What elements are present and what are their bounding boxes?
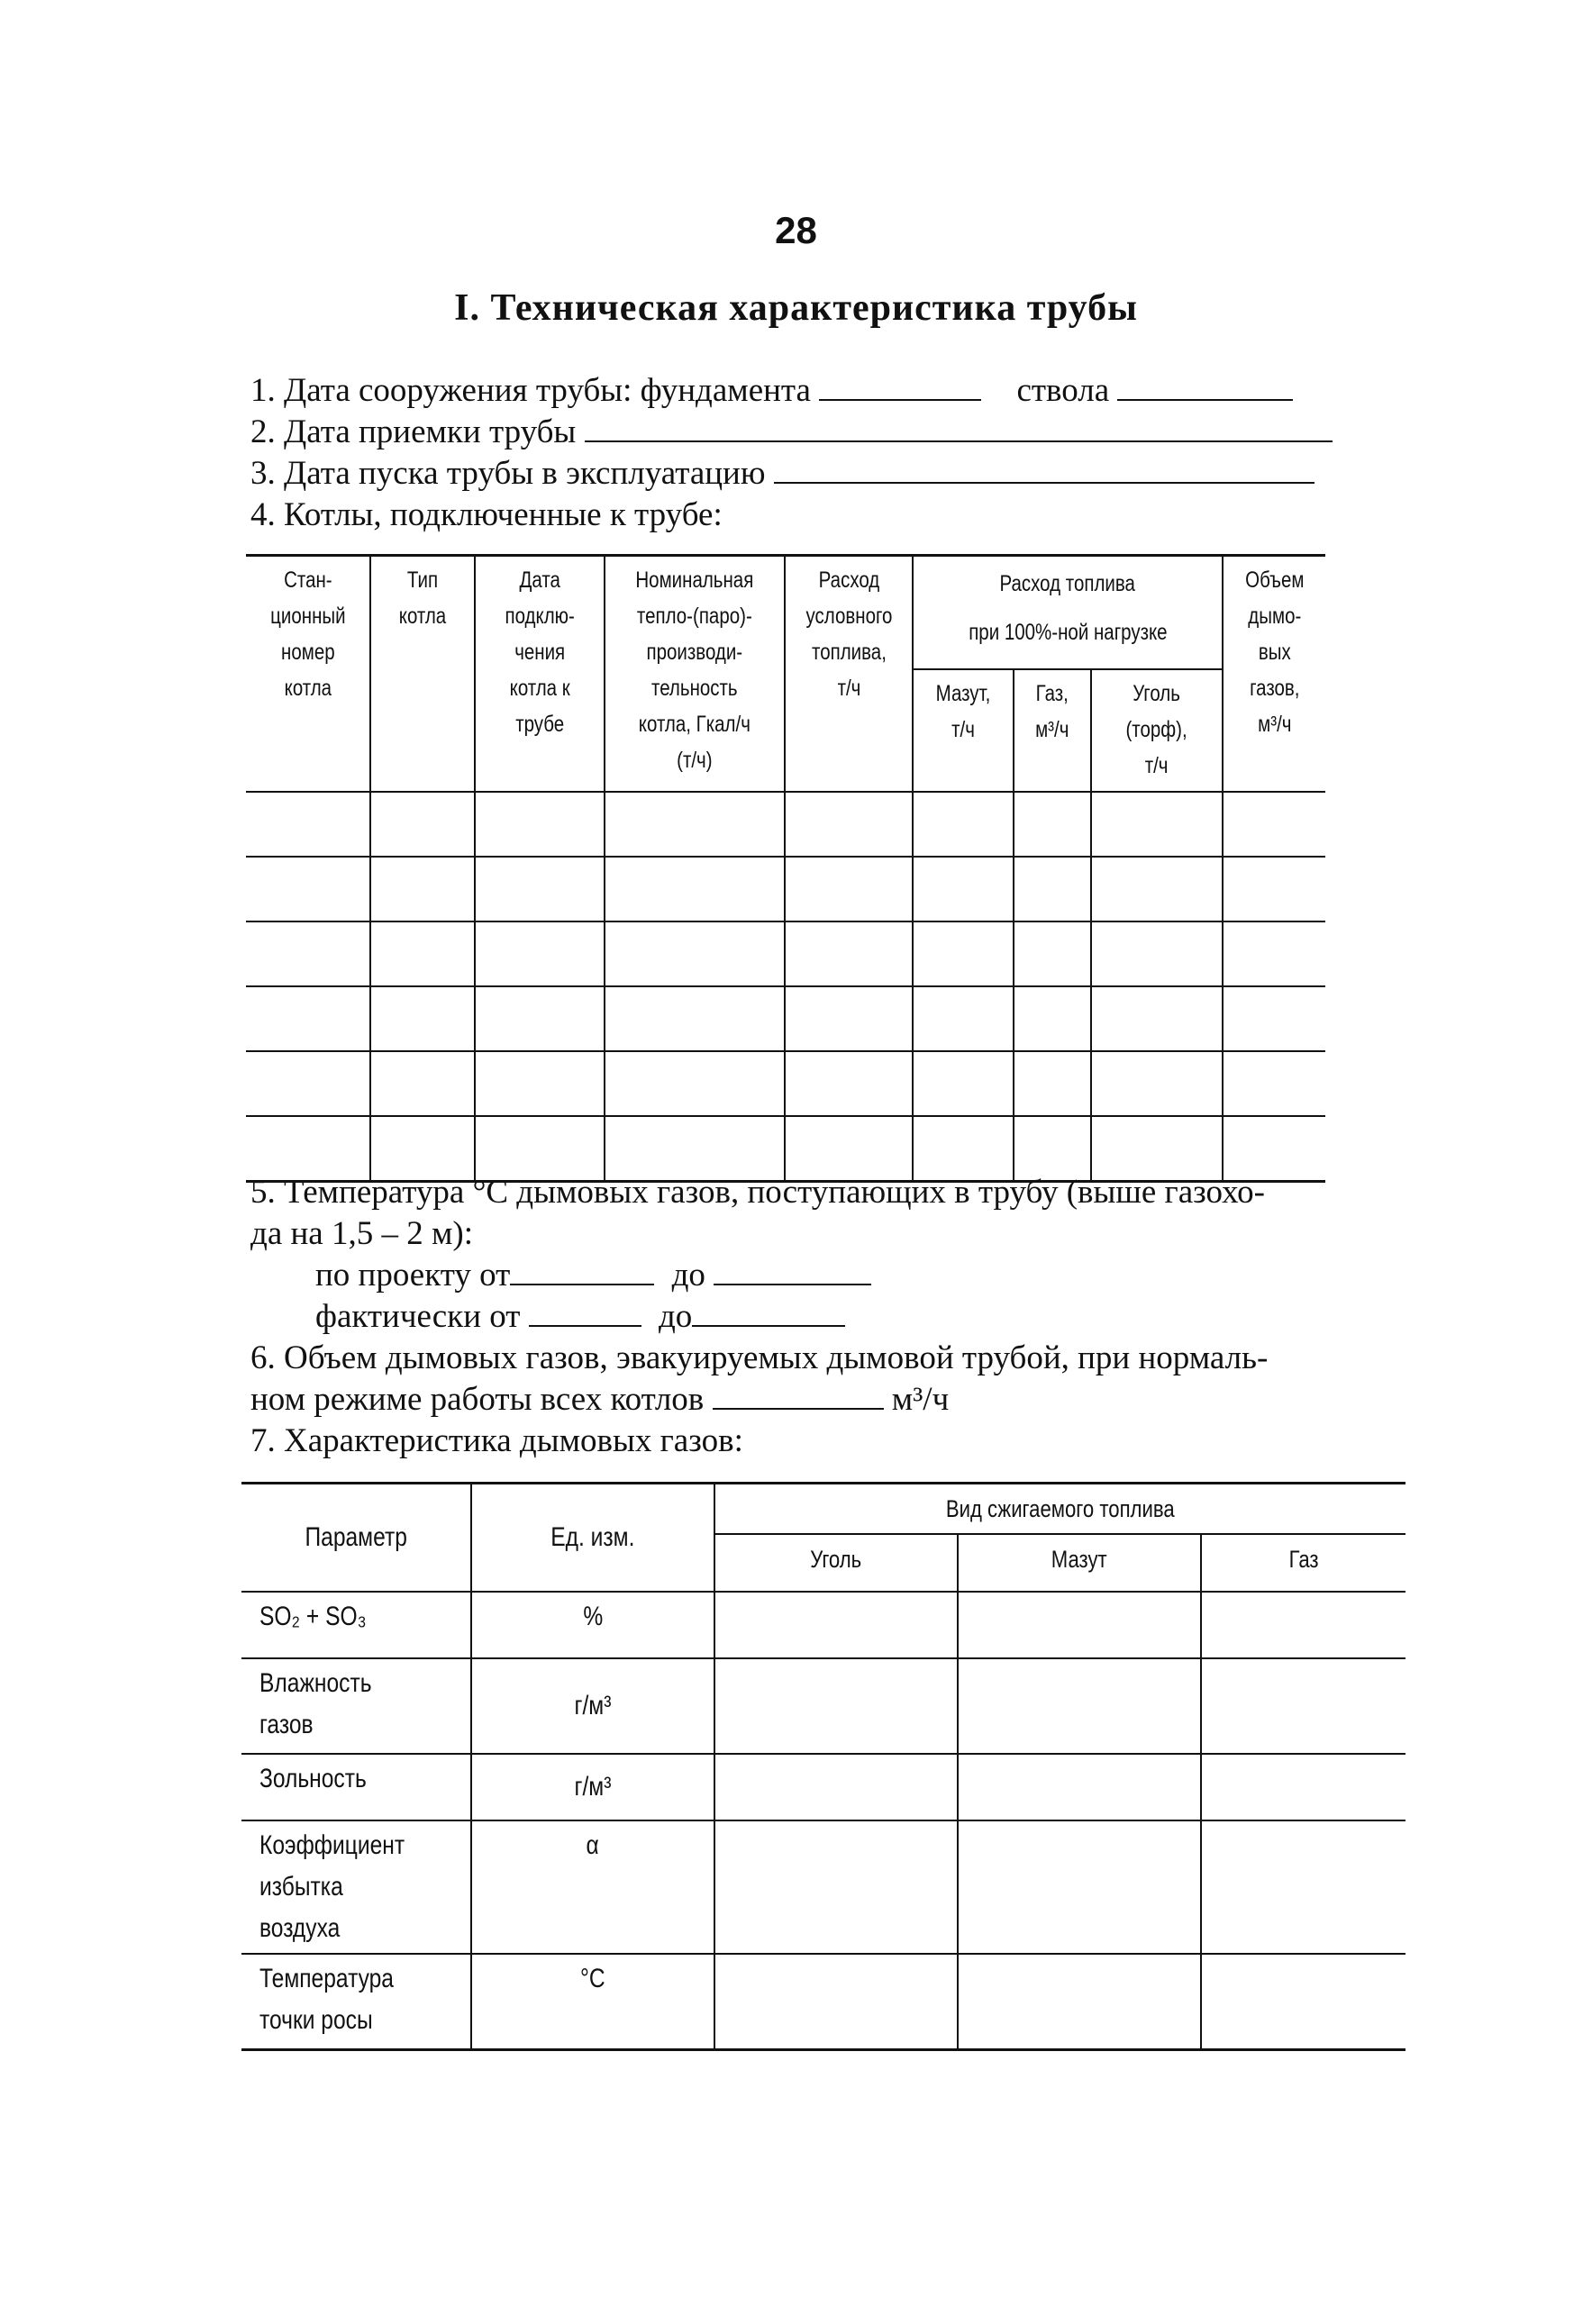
col-unit: Ед. изм.	[471, 1484, 714, 1593]
item-7: 7. Характеристика дымовых газов:	[250, 1422, 743, 1459]
col-fuel-group	[913, 556, 1223, 670]
table-row	[241, 1754, 1406, 1820]
item-5-actual	[315, 1297, 845, 1336]
project-from-label: по проекту от	[315, 1257, 511, 1294]
item-5-line-2: да на 1,5 – 2 м):	[250, 1215, 473, 1252]
item-2-label: 2. Дата приемки трубы	[250, 413, 577, 450]
table-row	[246, 1116, 1410, 1182]
table-row	[246, 1051, 1410, 1116]
row-unit: α	[586, 1830, 600, 1860]
actual-from-field[interactable]	[529, 1298, 641, 1327]
item-2	[250, 413, 1333, 451]
table-row	[241, 1820, 1406, 1954]
col-mazut: Мазут, т/ч	[913, 669, 1014, 792]
table-row	[241, 1658, 1406, 1754]
table-row	[246, 792, 1410, 857]
row-unit: %	[583, 1602, 603, 1631]
col-coal: Уголь	[714, 1534, 958, 1592]
col-gas: Газ	[1201, 1534, 1406, 1592]
actual-from-label: фактически от	[315, 1298, 521, 1335]
item-5-project	[315, 1256, 871, 1294]
gas-header-row	[241, 1484, 1406, 1535]
col-conditional-fuel: Расход условного топлива, т/ч	[785, 556, 913, 793]
row-param: Температура точки росы	[259, 1964, 394, 2035]
foundation-date-field[interactable]	[819, 372, 981, 401]
page-number: 28	[775, 209, 817, 251]
actual-to-label: до	[658, 1298, 693, 1335]
item-4-label: 4. Котлы, подключенные к трубе:	[250, 496, 723, 533]
item-1	[250, 371, 1293, 410]
item-4	[250, 495, 723, 534]
item-3-label: 3. Дата пуска трубы в эксплуатацию	[250, 455, 766, 492]
item-3	[250, 454, 1315, 493]
col-gas: Газ, м³/ч	[1014, 669, 1091, 792]
section-title: I. Техническая характеристика трубы	[454, 287, 1138, 329]
table-row	[241, 1592, 1406, 1658]
trunk-date-field[interactable]	[1117, 372, 1293, 401]
item-5-line-1: 5. Температура °С дымовых газов, поступающих в трубу (выше газохо-	[250, 1174, 1266, 1211]
col-mazut: Мазут	[958, 1534, 1201, 1592]
col-boiler-type: Тип котла	[370, 556, 475, 793]
acceptance-date-field[interactable]	[585, 413, 1333, 442]
boilers-table	[246, 554, 1410, 1183]
table-row	[246, 921, 1410, 986]
fuel-group-line-2: при 100%-ной нагрузке	[968, 620, 1168, 645]
launch-date-field[interactable]	[774, 455, 1315, 484]
col-fuel-kind: Вид сжигаемого топлива	[714, 1484, 1406, 1535]
row-param: Влажность газов	[259, 1668, 372, 1739]
table-row	[246, 986, 1410, 1051]
item-1-trunk-label: ствола	[1016, 372, 1110, 409]
table-row	[241, 1954, 1406, 2050]
actual-to-field[interactable]	[692, 1298, 845, 1327]
item-6-unit: м³/ч	[891, 1381, 950, 1418]
project-to-field[interactable]	[714, 1257, 871, 1285]
row-param: Коэффициент избытка воздуха	[259, 1830, 405, 1943]
boilers-header-row	[246, 556, 1410, 670]
flue-gas-table	[241, 1482, 1406, 2051]
project-to-label: до	[671, 1257, 705, 1294]
col-nominal-capacity: Номинальная тепло-(паро)- производи- тельность котла, Гкал/ч (т/ч)	[605, 556, 785, 793]
col-station-number: Стан- ционный номер котла	[246, 556, 370, 793]
item-6-line-1: 6. Объем дымовых газов, эвакуируемых дымовой трубой, при нормаль-	[250, 1339, 1269, 1376]
item-6-line-2	[250, 1380, 949, 1419]
row-param: Зольность	[259, 1764, 367, 1793]
row-unit: °С	[580, 1964, 605, 1993]
row-unit: г/м³	[574, 1691, 612, 1720]
col-gas-volume: Объем дымо- вых газов, м³/ч	[1223, 556, 1325, 793]
col-connection-date: Дата подклю- чения котла к трубе	[475, 556, 605, 793]
item-6-label: ном режиме работы всех котлов	[250, 1381, 705, 1418]
row-param: SO₂ + SO₃	[259, 1602, 367, 1631]
project-from-field[interactable]	[510, 1257, 654, 1285]
item-1-label: 1. Дата сооружения трубы: фундамента	[250, 372, 811, 409]
row-unit: г/м³	[574, 1772, 612, 1802]
col-parameter: Параметр	[241, 1484, 471, 1593]
col-coal: Уголь (торф), т/ч	[1091, 669, 1223, 792]
fuel-group-line-1: Расход топлива	[999, 571, 1136, 596]
table-row	[246, 857, 1410, 921]
gas-volume-field[interactable]	[713, 1381, 884, 1410]
